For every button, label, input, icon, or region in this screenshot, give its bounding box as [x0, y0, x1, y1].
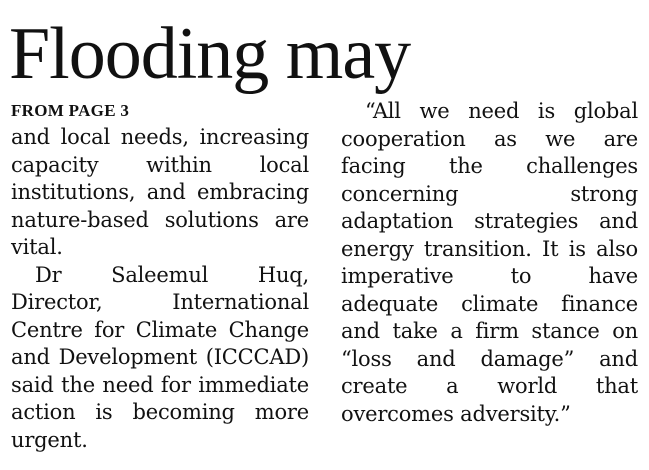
article-paragraph: and local needs, increasing capacity within local institutions, and embracing nature-based solutions are vital.	[11, 125, 309, 259]
article-column-left	[11, 124, 309, 454]
article-headline: Flooding may	[9, 13, 411, 95]
article-paragraph-quote: “All we need is global cooperation as we are facing the challenges concerning strong adaptation strategies and energy transition. It is also imperative to have adequate climate finance and take a firm stance on “loss and damage” and create a world that overcomes adversity.”	[341, 99, 638, 426]
article-column-right	[341, 98, 638, 428]
article-paragraph: Dr Saleemul Huq, Director, International Centre for Climate Change and Development (ICCCAD) said the need for immediate action is becoming more urgent.	[11, 262, 309, 452]
continued-from-label: FROM PAGE 3	[11, 101, 130, 120]
